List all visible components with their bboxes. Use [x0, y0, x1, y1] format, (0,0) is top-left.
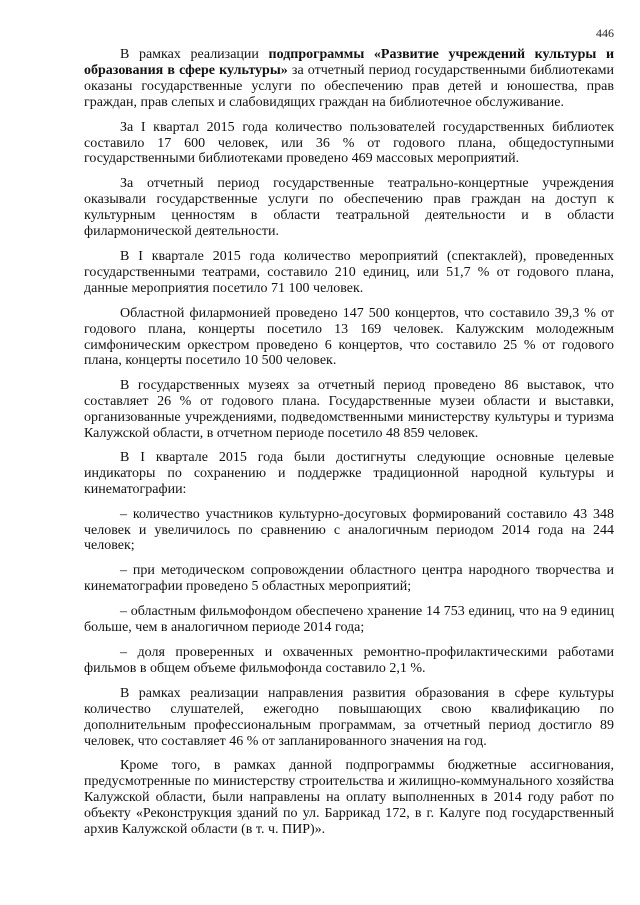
paragraph-subprogram-intro — [84, 47, 614, 111]
paragraph-lead-text: В рамках реализации — [120, 47, 269, 62]
paragraph-theatre-concert-services: За отчетный период государственные театрально-концертные учреждения оказывали государственные услуги по обеспечению прав граждан на доступ к культурным ценностям в области театральной деятельности и в области филармонической деятельности. — [84, 176, 614, 240]
list-item-participants: – количество участников культурно-досуговых формирований составило 43 348 человек и увеличилось по сравнению с аналогичным периодом 2014 года на 244 человек; — [84, 506, 614, 554]
paragraph-target-indicators: В I квартале 2015 года были достигнуты следующие основные целевые индикаторы по сохранению и поддержке традиционной народной культуры и кинематографии: — [84, 449, 614, 497]
list-item-film-fund-storage: – областным фильмофондом обеспечено хранение 14 753 единиц, что на 9 единиц больше, чем в аналогичном периоде 2014 года; — [84, 604, 614, 636]
list-item-methodical-support: – при методическом сопровождении областного центра народного творчества и кинематографии проведено 5 областных мероприятий; — [84, 563, 614, 595]
paragraph-museums: В государственных музеях за отчетный период проведено 86 выставок, что составляет 26 % от годового плана. Государственные музеи области и выставки, организованные учреждениями, подведомственными министерству культуры и туризма Калужской области, в отчетном периоде посетило 48 859 человек. — [84, 378, 614, 442]
paragraph-education: В рамках реализации направления развития образования в сфере культуры количество слушателей, ежегодно повышающих свою квалификацию по дополнительным профессиональным программам, за отчетный период достигло 89 человек, что составляет 46 % от запланированного значения на год. — [84, 685, 614, 749]
subprogram-title: подпрограммы «Развитие учреждений культуры и образования в сфере культуры» — [84, 47, 615, 78]
paragraph-philharmonic: Областной филармонией проведено 147 500 концертов, что составило 39,3 % от годового плана, концерты посетило 13 169 человек. Калужским молодежным симфоническим оркестром проведено 6 концертов, что составило 25 % от годового плана, концерты посетило 10 500 человек. — [84, 305, 614, 369]
page-number: 446 — [596, 26, 614, 40]
list-item-film-maintenance: – доля проверенных и охваченных ремонтно-профилактическими работами фильмов в общем объеме фильмофонда составило 2,1 %. — [84, 645, 614, 676]
document-body — [84, 47, 614, 847]
paragraph-theatres-q1: В I квартале 2015 года количество мероприятий (спектаклей), проведенных государственными театрами, составило 210 единиц, или 51,7 % от годового плана, данные мероприятия посетило 71 100 человек. — [84, 248, 614, 296]
paragraph-tail-text: за отчетный период государственными библиотеками оказаны государственные услуги по обеспечению прав детей и юношества, прав граждан, прав слепых и слабовидящих граждан на библиотечное обслуживание. — [84, 62, 614, 110]
paragraph-libraries-q1: За I квартал 2015 года количество пользователей государственных библиотек составило 17 600 человек, или 36 % от годового плана, общедоступными государственными библиотеками проведено 469 массовых мероприятий. — [84, 119, 614, 167]
paragraph-construction-funding: Кроме того, в рамках данной подпрограммы бюджетные ассигнования, предусмотренные по министерству строительства и жилищно-коммунального хозяйства Калужской области, были направлены на оплату выполненных в 2014 году работ по объекту «Реконструкция зданий по ул. Баррикад 172, в г. Калуге под государственный архив Калужской области (в т. ч. ПИР)». — [84, 758, 614, 838]
